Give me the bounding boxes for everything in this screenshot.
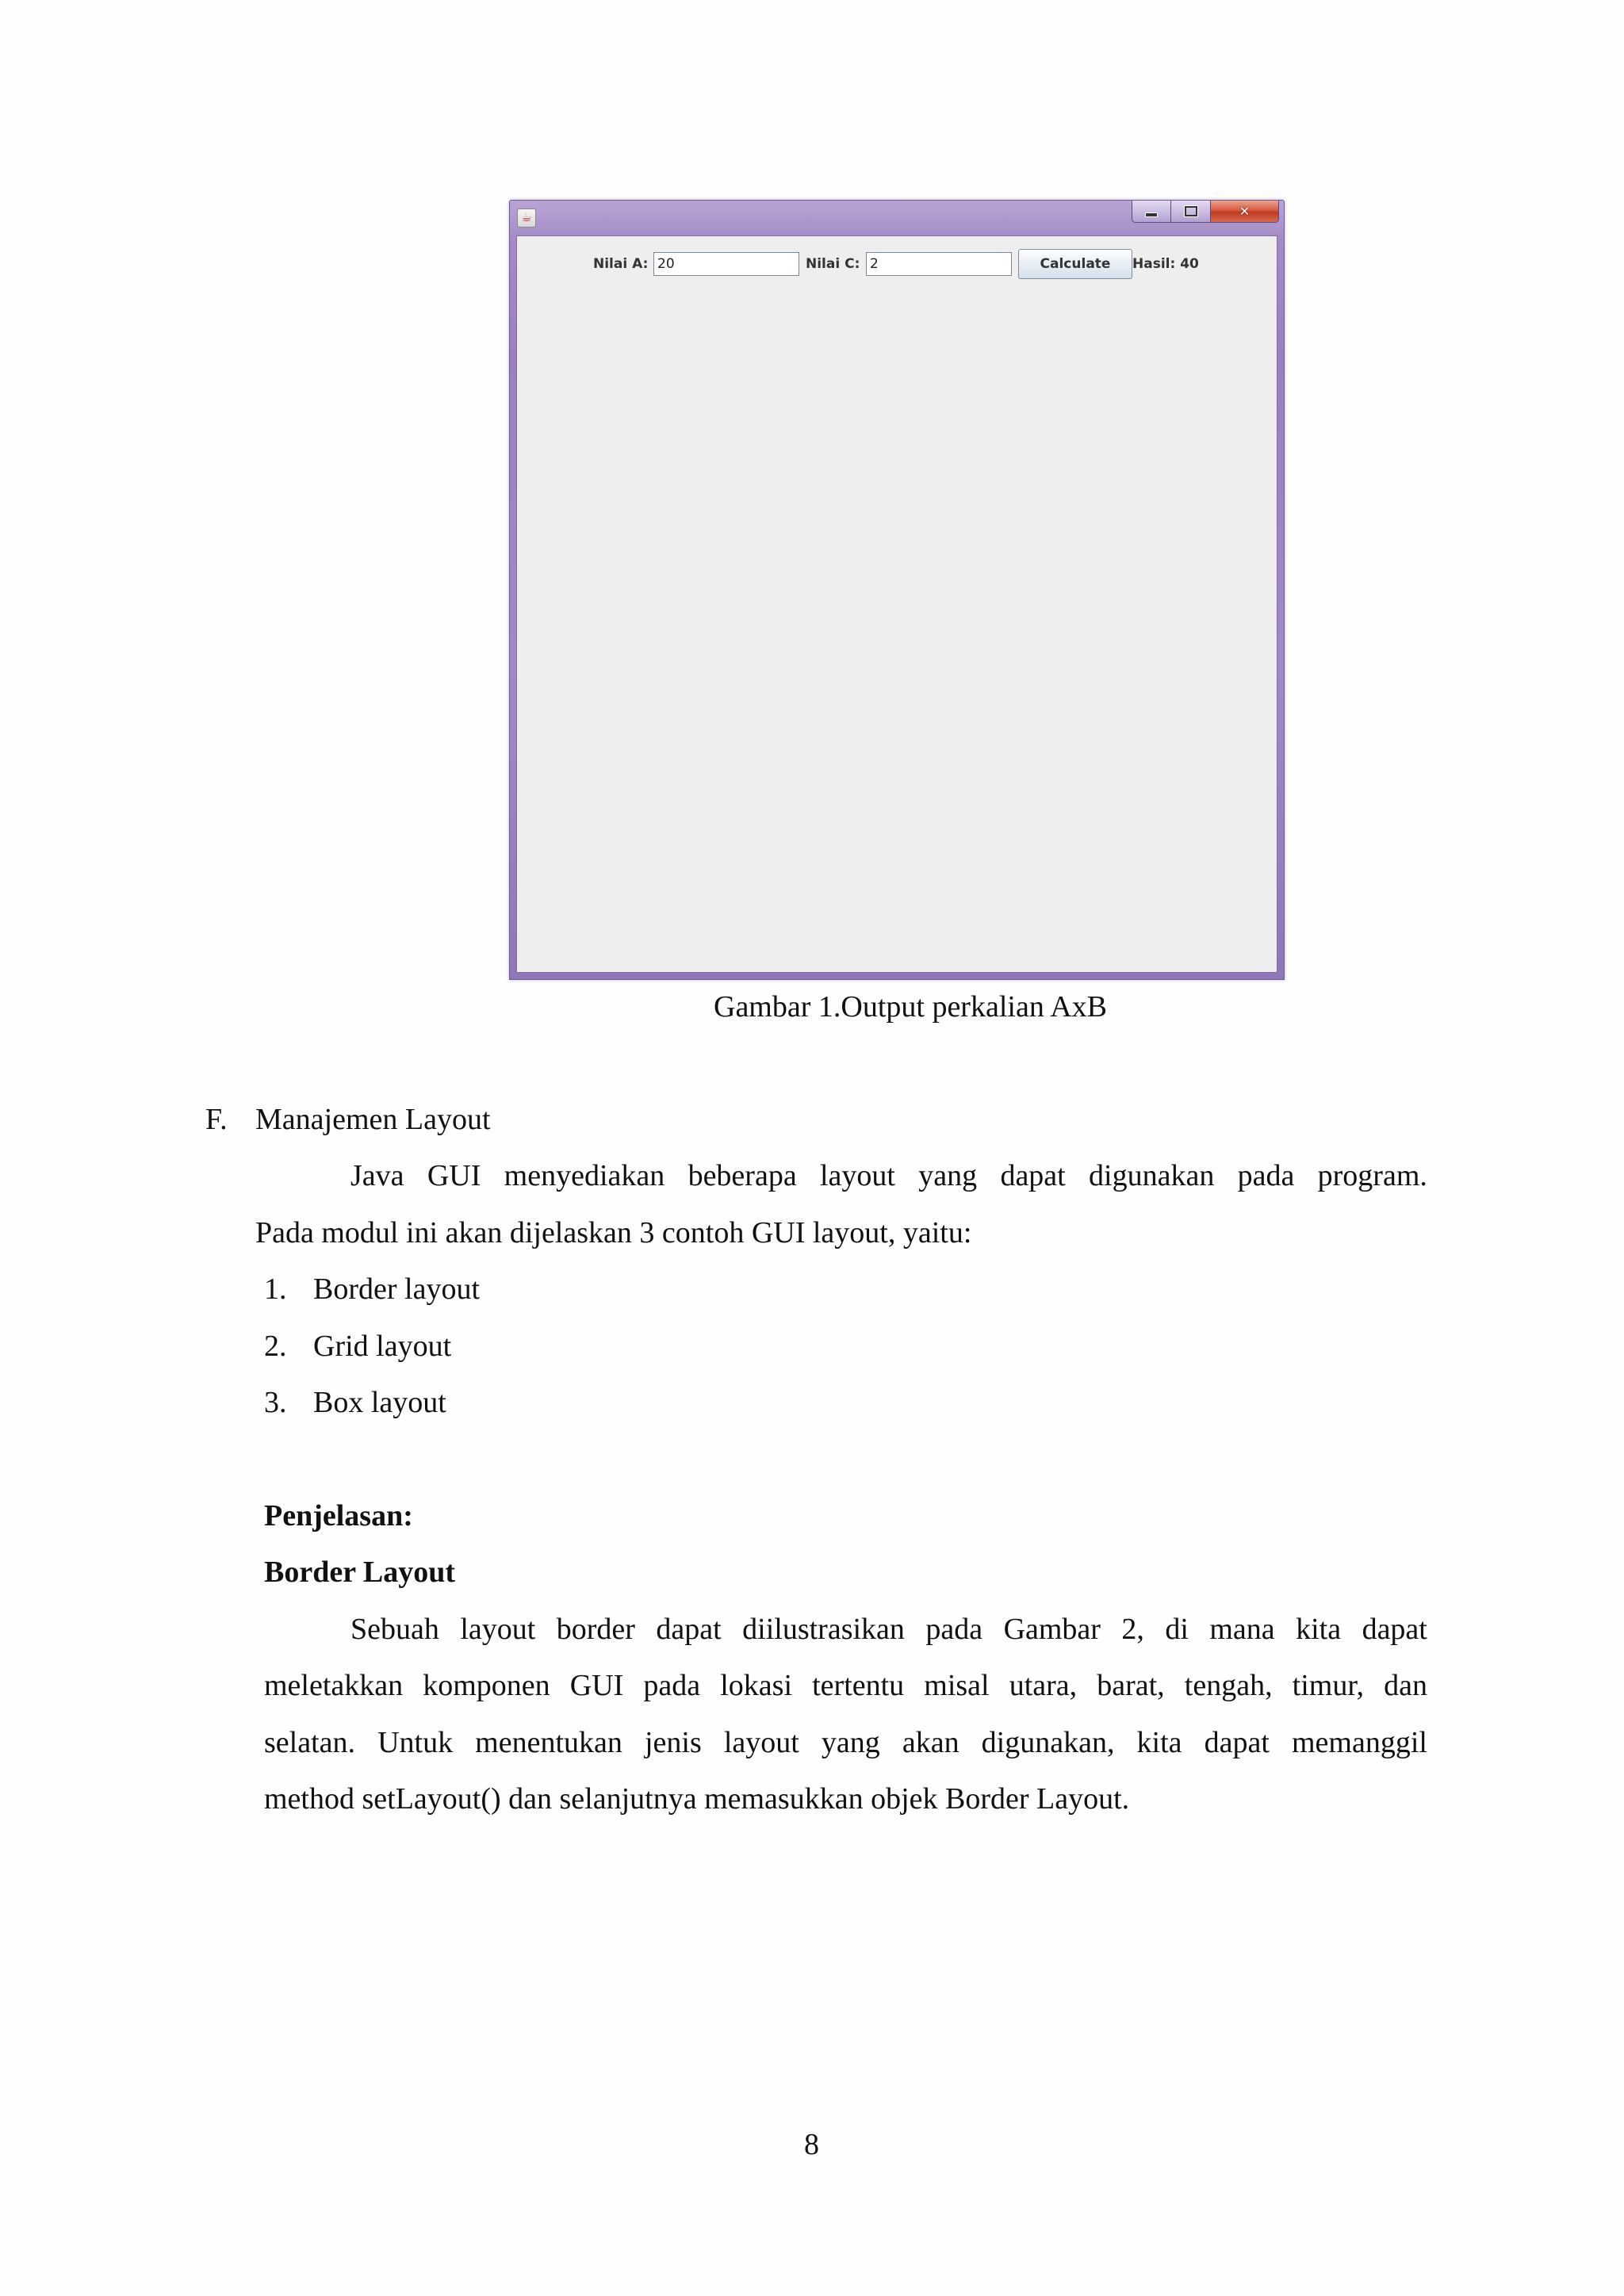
result-label: Hasil: 40 [1132, 256, 1199, 272]
word: layout [460, 1613, 536, 1646]
word: 2, [1121, 1613, 1144, 1646]
list-number-1: 1. [264, 1272, 287, 1306]
word: pada [1237, 1159, 1295, 1192]
nilai-a-label: Nilai A: [593, 256, 649, 272]
word: misal [924, 1669, 990, 1702]
word: mana [1209, 1613, 1275, 1646]
close-button[interactable] [1211, 201, 1279, 223]
calculate-button[interactable]: Calculate [1018, 249, 1132, 279]
figure-caption-text: Gambar 1.Output perkalian AxB [714, 990, 1108, 1024]
section-title: Manajemen Layout [255, 1103, 491, 1136]
word: memanggil [1291, 1726, 1427, 1759]
word: GUI [569, 1669, 624, 1702]
word: GUI [427, 1159, 481, 1192]
word: border [556, 1613, 635, 1646]
word: jenis [644, 1726, 702, 1759]
word: Untuk [377, 1726, 454, 1759]
paragraph-line-2 [264, 1668, 1427, 1703]
word: tertentu [812, 1669, 905, 1702]
word: menentukan [475, 1726, 622, 1759]
word: Gambar [1003, 1613, 1101, 1646]
calculator-form [517, 251, 1277, 281]
nilai-c-label: Nilai C: [806, 256, 860, 272]
java-cup-icon: ☕ [517, 209, 536, 228]
list-item-border-layout: Border layout [313, 1272, 481, 1306]
word: program. [1317, 1159, 1427, 1192]
maximize-icon [1185, 206, 1197, 216]
section-letter: F. [205, 1103, 228, 1136]
word: layout [819, 1159, 895, 1192]
word: Java [350, 1159, 404, 1192]
paragraph-line-1 [350, 1612, 1427, 1647]
word: Sebuah [350, 1613, 439, 1646]
word: pada [643, 1669, 701, 1702]
word: di [1165, 1613, 1189, 1646]
word: tengah, [1184, 1669, 1273, 1702]
nilai-a-input[interactable] [653, 252, 799, 276]
word: lokasi [720, 1669, 793, 1702]
word: dapat [656, 1613, 722, 1646]
list-item-grid-layout: Grid layout [313, 1330, 452, 1363]
list-number-3: 3. [264, 1386, 287, 1419]
window-content-pane [516, 235, 1277, 973]
word: selatan. [264, 1726, 356, 1759]
word: digunakan, [981, 1726, 1115, 1759]
word: dan [1384, 1669, 1427, 1702]
word: yang [821, 1726, 880, 1759]
window-controls [1132, 201, 1279, 223]
word: yang [918, 1159, 978, 1192]
word: komponen [423, 1669, 550, 1702]
border-layout-heading: Border Layout [264, 1556, 456, 1589]
word: digunakan [1089, 1159, 1215, 1192]
minimize-icon [1145, 212, 1158, 217]
minimize-button[interactable] [1132, 201, 1171, 223]
list-number-2: 2. [264, 1330, 287, 1363]
word: menyediakan [504, 1159, 665, 1192]
word: akan [902, 1726, 959, 1759]
nilai-c-input[interactable] [866, 252, 1012, 276]
intro-line-2: Pada modul ini akan dijelaskan 3 contoh GUI layout, yaitu: [255, 1216, 972, 1249]
word: barat, [1097, 1669, 1165, 1702]
word: timur, [1292, 1669, 1364, 1702]
word: dapat [1204, 1726, 1270, 1759]
word: dapat [1000, 1159, 1066, 1192]
word: utara, [1009, 1669, 1078, 1702]
word: kita [1296, 1613, 1342, 1646]
list-item-box-layout: Box layout [313, 1386, 446, 1419]
paragraph-line-4: method setLayout() dan selanjutnya memasukkan objek Border Layout. [264, 1782, 1130, 1816]
word: diilustrasikan [742, 1613, 905, 1646]
paragraph-line-3 [264, 1725, 1427, 1760]
maximize-button[interactable] [1171, 201, 1211, 223]
window-titlebar [510, 201, 1284, 235]
word: pada [925, 1613, 983, 1646]
word: layout [723, 1726, 799, 1759]
word: kita [1136, 1726, 1182, 1759]
intro-line-1 [350, 1158, 1427, 1193]
word: dapat [1362, 1613, 1427, 1646]
page-number: 8 [804, 2128, 819, 2161]
word: beberapa [688, 1159, 797, 1192]
java-app-window [509, 200, 1285, 980]
explanation-heading: Penjelasan: [264, 1499, 413, 1533]
close-icon: ✕ [1239, 204, 1251, 219]
word: meletakkan [264, 1669, 404, 1702]
